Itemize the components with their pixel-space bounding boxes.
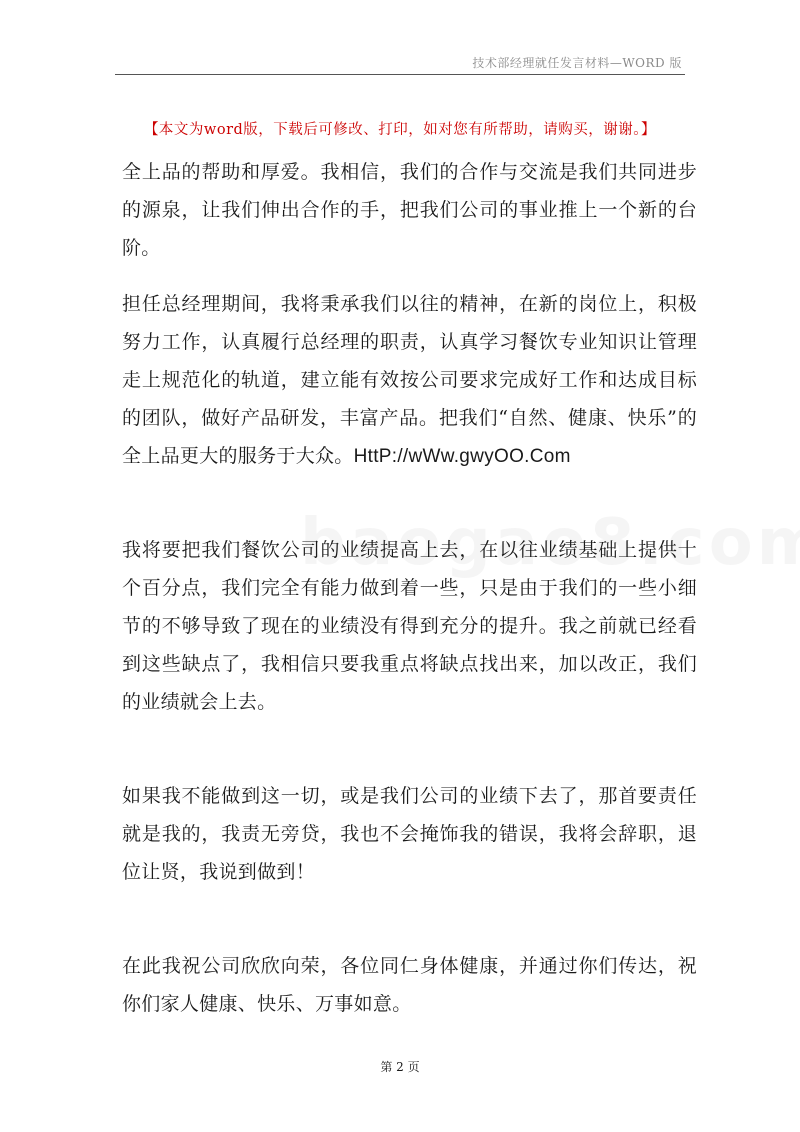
paragraph-3: 我将要把我们餐饮公司的业绩提高上去，在以往业绩基础上提供十个百分点，我们完全有能力做到着一些，只是由于我们的一些小细节的不够导致了现在的业绩没有得到充分的提升。我之前就已经看到这些缺点了，我相信只要我重点将缺点找出来，加以改正，我们的业绩就会上去。 xyxy=(122,539,697,713)
header-title: 技术部经理就任发言材料—WORD 版 xyxy=(472,56,682,70)
download-notice: 【本文为word版，下载后可修改、打印，如对您有所帮助，请购买，谢谢。】 xyxy=(143,122,657,138)
page-number: 第 2 页 xyxy=(380,1060,420,1074)
paragraph-2 xyxy=(122,285,697,476)
paragraph-1: 全上品的帮助和厚爱。我相信，我们的合作与交流是我们共同进步的源泉，让我们伸出合作的手，把我们公司的事业推上一个新的台阶。 xyxy=(122,161,697,259)
paragraph-5: 在此我祝公司欣欣向荣，各位同仁身体健康，并通过你们传达，祝你们家人健康、快乐、万事如意。 xyxy=(122,955,697,1015)
paragraph-2-url: HttP://wWw.gwyOO.Com xyxy=(353,446,571,467)
header-divider xyxy=(115,74,685,75)
paragraph-2-text: 担任总经理期间，我将秉承我们以往的精神，在新的岗位上，积极努力工作，认真履行总经理的职责，认真学习餐饮专业知识让管理走上规范化的轨道，建立能有效按公司要求完成好工作和达成目标的团队，做好产品研发，丰富产品。把我们“自然、健康、快乐”的全上品更大的服务于大众。 xyxy=(122,293,697,467)
paragraph-4: 如果我不能做到这一切，或是我们公司的业绩下去了，那首要责任就是我的，我责无旁贷，我也不会掩饰我的错误，我将会辞职，退位让贤，我说到做到！ xyxy=(122,785,697,883)
